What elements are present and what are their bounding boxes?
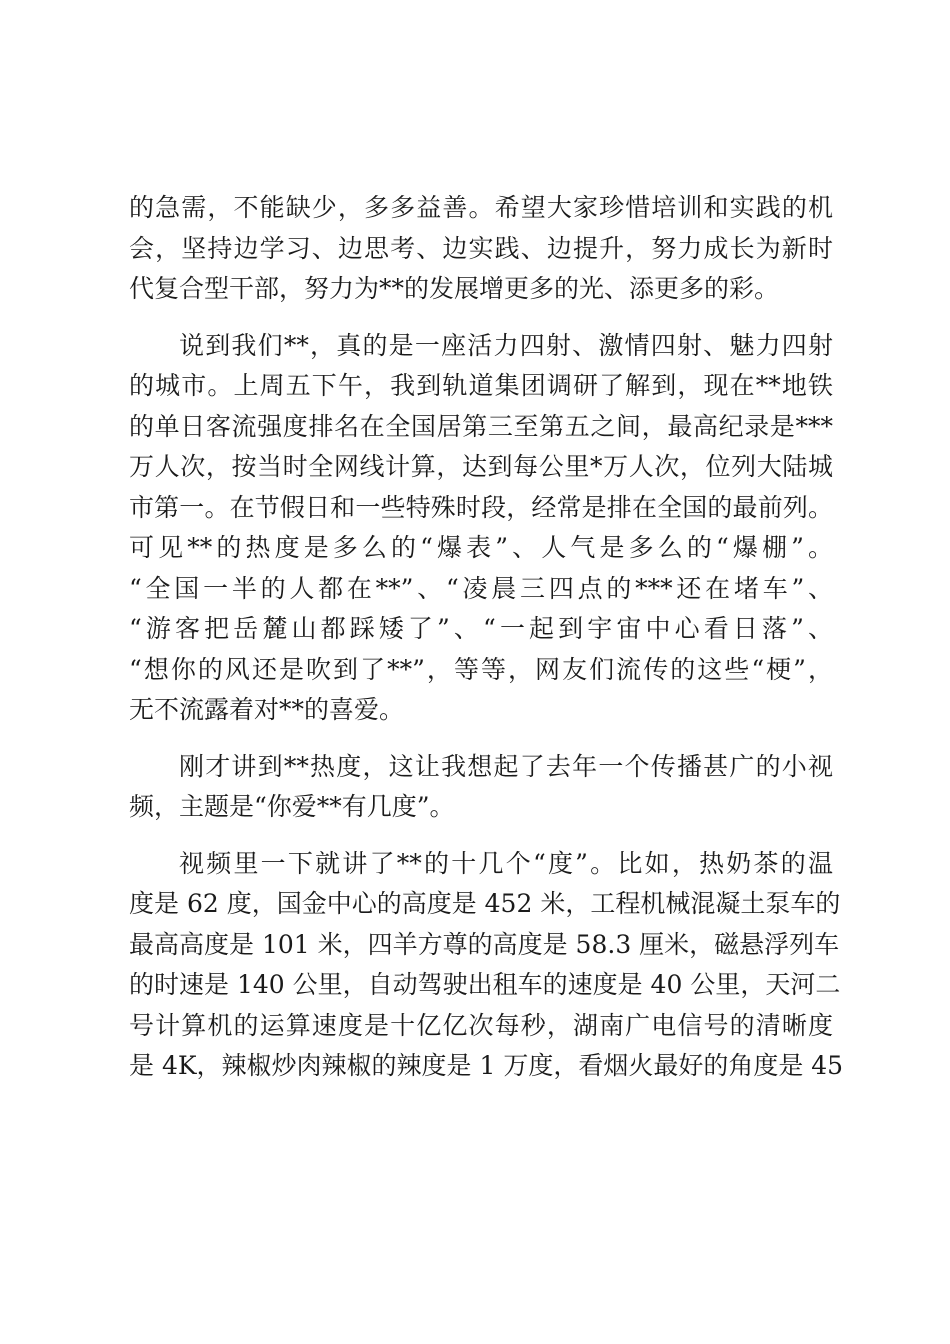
text-line: 最高高度是 101 米，四羊方尊的高度是 58.3 厘米，磁悬浮列车 <box>129 929 840 959</box>
text-line: 号计算机的运算速度是十亿亿次每秒，湖南广电信号的清晰度 <box>129 1010 833 1040</box>
text-line: 是 4K，辣椒炒肉辣椒的辣度是 1 万度，看烟火最好的角度是 45 <box>129 1051 844 1080</box>
paragraph-1 <box>129 188 833 310</box>
text-line: 可见**的热度是多么的“爆表”、人气是多么的“爆棚”。 <box>129 533 833 562</box>
paragraph-2 <box>129 326 833 731</box>
text-line: 度是 62 度，国金中心的高度是 452 米，工程机械混凝土泵车的 <box>129 889 841 918</box>
text-line: 无不流露着对**的喜爱。 <box>129 695 405 724</box>
text-line: 频，主题是“你爱**有几度”。 <box>129 792 455 821</box>
text-line: 万人次，按当时全网线计算，达到每公里*万人次，位列大陆城 <box>129 452 833 481</box>
body-text <box>129 188 844 1087</box>
text-line: 代复合型干部，努力为**的发展增更多的光、添更多的彩。 <box>129 274 780 303</box>
paragraph-3 <box>129 747 833 828</box>
text-line: 的时速是 140 公里，自动驾驶出租车的速度是 40 公里，天河二 <box>129 970 841 999</box>
text-line: 会，坚持边学习、边思考、边实践、边提升，努力成长为新时 <box>129 233 833 263</box>
text-line: 市第一。在节假日和一些特殊时段，经常是排在全国的最前列。 <box>129 492 833 522</box>
text-line: 的急需，不能缺少，多多益善。希望大家珍惜培训和实践的机 <box>129 193 833 222</box>
text-line: “想你的风还是吹到了**”，等等，网友们流传的这些“梗”， <box>129 654 833 684</box>
text-line: 刚才讲到**热度，这让我想起了去年一个传播甚广的小视 <box>179 751 833 781</box>
text-line: “全国一半的人都在**”、“凌晨三四点的***还在堵车”、 <box>129 573 833 603</box>
paragraph-4 <box>129 844 844 1087</box>
text-line: 视频里一下就讲了**的十几个“度”。比如，热奶茶的温 <box>179 848 833 878</box>
text-line: 的单日客流强度排名在全国居第三至第五之间，最高纪录是*** <box>129 411 833 441</box>
text-line: 说到我们**，真的是一座活力四射、激情四射、魅力四射 <box>179 330 833 360</box>
text-line: “游客把岳麓山都踩矮了”、“一起到宇宙中心看日落”、 <box>129 614 833 643</box>
text-line: 的城市。上周五下午，我到轨道集团调研了解到，现在**地铁 <box>129 371 833 400</box>
